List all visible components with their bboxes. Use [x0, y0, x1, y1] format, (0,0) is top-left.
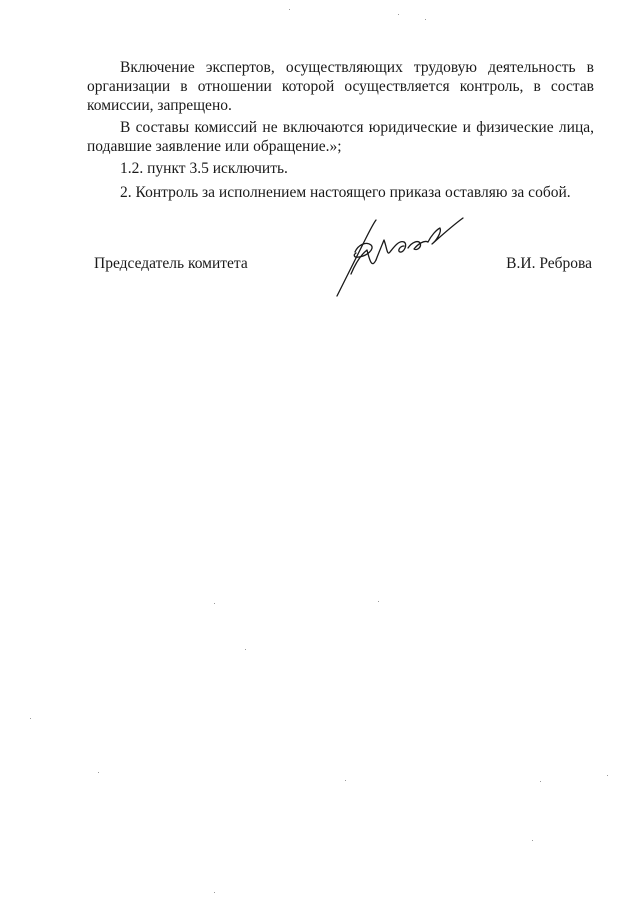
- signatory-name: В.И. Реброва: [506, 255, 592, 272]
- scan-speck: [214, 603, 215, 604]
- scan-speck: [540, 781, 541, 782]
- signatory-title: Председатель комитета: [94, 255, 248, 272]
- scan-speck: [398, 14, 399, 15]
- paragraph-text: 1.2. пункт 3.5 исключить.: [120, 160, 288, 177]
- paragraph-item-2: [87, 183, 594, 202]
- scan-speck: [607, 775, 608, 776]
- scan-speck: [289, 9, 290, 10]
- paragraph-text: 2. Контроль за исполнением настоящего приказа оставляю за собой.: [120, 184, 571, 201]
- scan-speck: [98, 772, 99, 773]
- handwritten-signature: [332, 212, 468, 302]
- paragraph-item-1-2: [87, 159, 594, 178]
- paragraph-commissions: [87, 118, 594, 156]
- scan-speck: [345, 780, 346, 781]
- scan-speck: [30, 718, 31, 719]
- paragraph-text: В составы комиссий не включаются юридические и физические лица, подавшие заявление или обращение.»;: [87, 119, 594, 155]
- scan-speck: [378, 601, 379, 602]
- scan-speck: [245, 649, 246, 650]
- paragraph-experts: [87, 58, 594, 115]
- scan-speck: [214, 892, 215, 893]
- scan-speck: [425, 19, 426, 20]
- scan-speck: [532, 840, 533, 841]
- paragraph-text: Включение экспертов, осуществляющих трудовую деятельность в организации в отношении которой осуществляется контроль, в состав комиссии, запрещено.: [87, 59, 594, 114]
